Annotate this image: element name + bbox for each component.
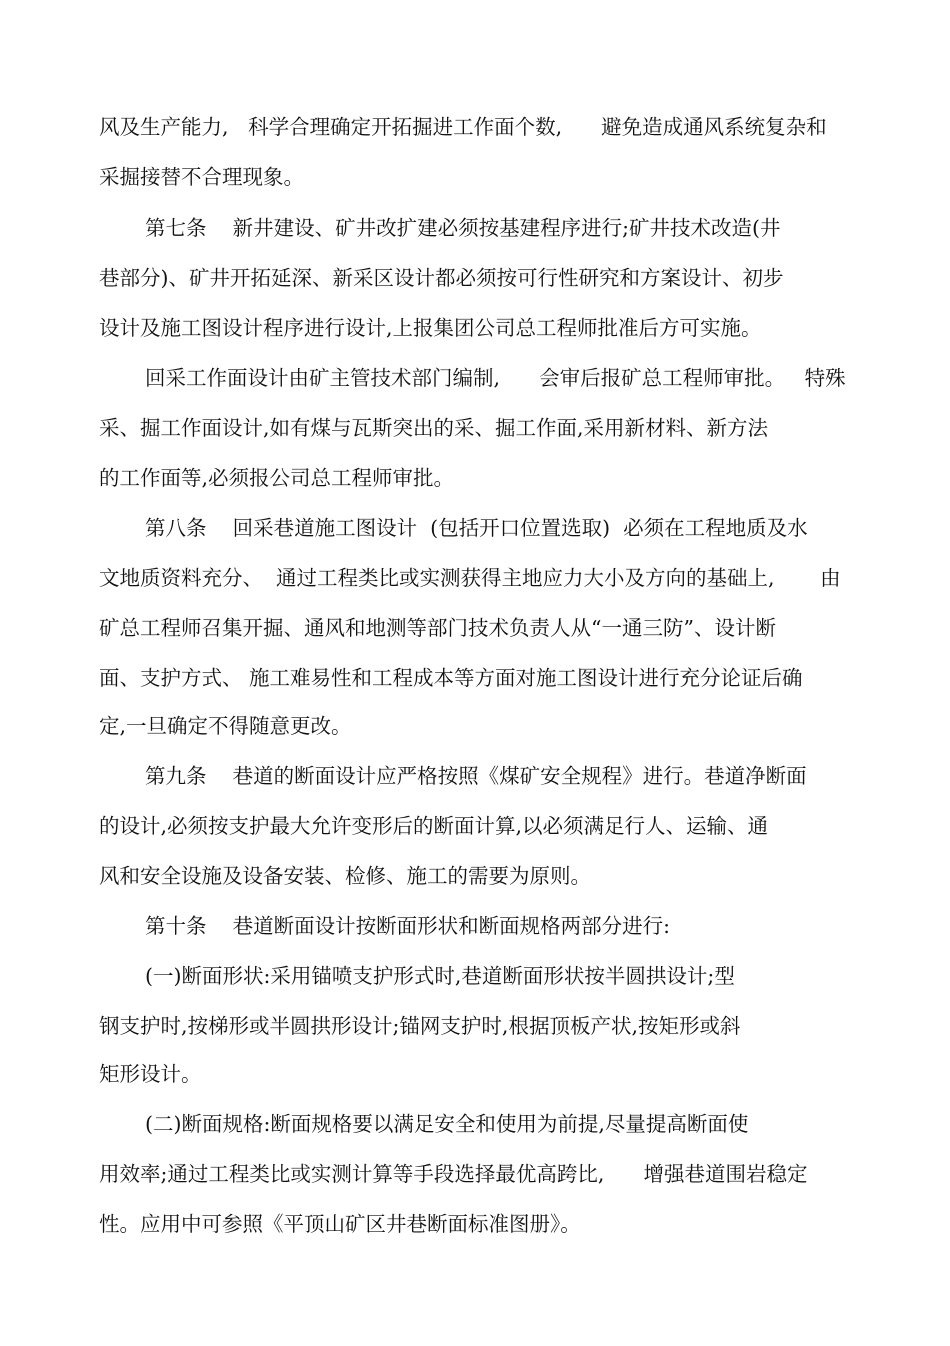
text-line: 钢支护时,按梯形或半圆拱形设计;锚网支护时,根据顶板产状,按矩形或斜 [99, 1014, 741, 1038]
text-line: 用效率;通过工程类比或实测计算等手段选择最优高跨比, 增强巷道围岩稳定 [99, 1162, 808, 1186]
text-line: 设计及施工图设计程序进行设计,上报集团公司总工程师批准后方可实施。 [99, 316, 762, 340]
text-line: 第十条 巷道断面设计按断面形状和断面规格两部分进行: [145, 914, 670, 938]
text-line: 采掘接替不合理现象。 [99, 165, 304, 189]
text-line: 的设计,必须按支护最大允许变形后的断面计算,以必须满足行人、运输、通 [99, 814, 769, 838]
text-line: (一)断面形状:采用锚喷支护形式时,巷道断面形状按半圆拱设计;型 [145, 964, 735, 988]
text-line: 风及生产能力, 科学合理确定开拓掘进工作面个数, 避免造成通风系统复杂和 [99, 115, 827, 139]
text-line: 第九条 巷道的断面设计应严格按照《煤矿安全规程》进行。巷道净断面 [145, 764, 807, 788]
text-line: 巷部分)、矿井开拓延深、新采区设计都必须按可行性研究和方案设计、初步 [99, 266, 784, 290]
text-line: 的工作面等,必须报公司总工程师审批。 [99, 466, 455, 490]
text-line: 采、掘工作面设计,如有煤与瓦斯突出的采、掘工作面,采用新材料、新方法 [99, 416, 769, 440]
text-line: 定,一旦确定不得随意更改。 [99, 714, 352, 738]
text-line: 文地质资料充分、 通过工程类比或实测获得主地应力大小及方向的基础上, 由 [99, 566, 841, 590]
text-line: 回采工作面设计由矿主管技术部门编制, 会审后报矿总工程师审批。 特殊 [145, 366, 846, 390]
text-line: 矩形设计。 [99, 1062, 202, 1086]
text-line: (二)断面规格:断面规格要以满足安全和使用为前提,尽量提高断面使 [145, 1112, 749, 1136]
text-line: 面、支护方式、 施工难易性和工程成本等方面对施工图设计进行充分论证后确 [99, 666, 803, 690]
text-line: 风和安全设施及设备安装、检修、施工的需要为原则。 [99, 864, 591, 888]
text-line: 第七条 新井建设、矿井改扩建必须按基建程序进行;矿井技术改造(井 [145, 216, 781, 240]
text-line: 性。应用中可参照《平顶山矿区井巷断面标准图册》。 [99, 1212, 581, 1236]
text-line: 矿总工程师召集开掘、通风和地测等部门技术负责人从“一通三防”、设计断 [99, 616, 776, 640]
text-line: 第八条 回采巷道施工图设计 (包括开口位置选取) 必须在工程地质及水 [145, 516, 808, 540]
